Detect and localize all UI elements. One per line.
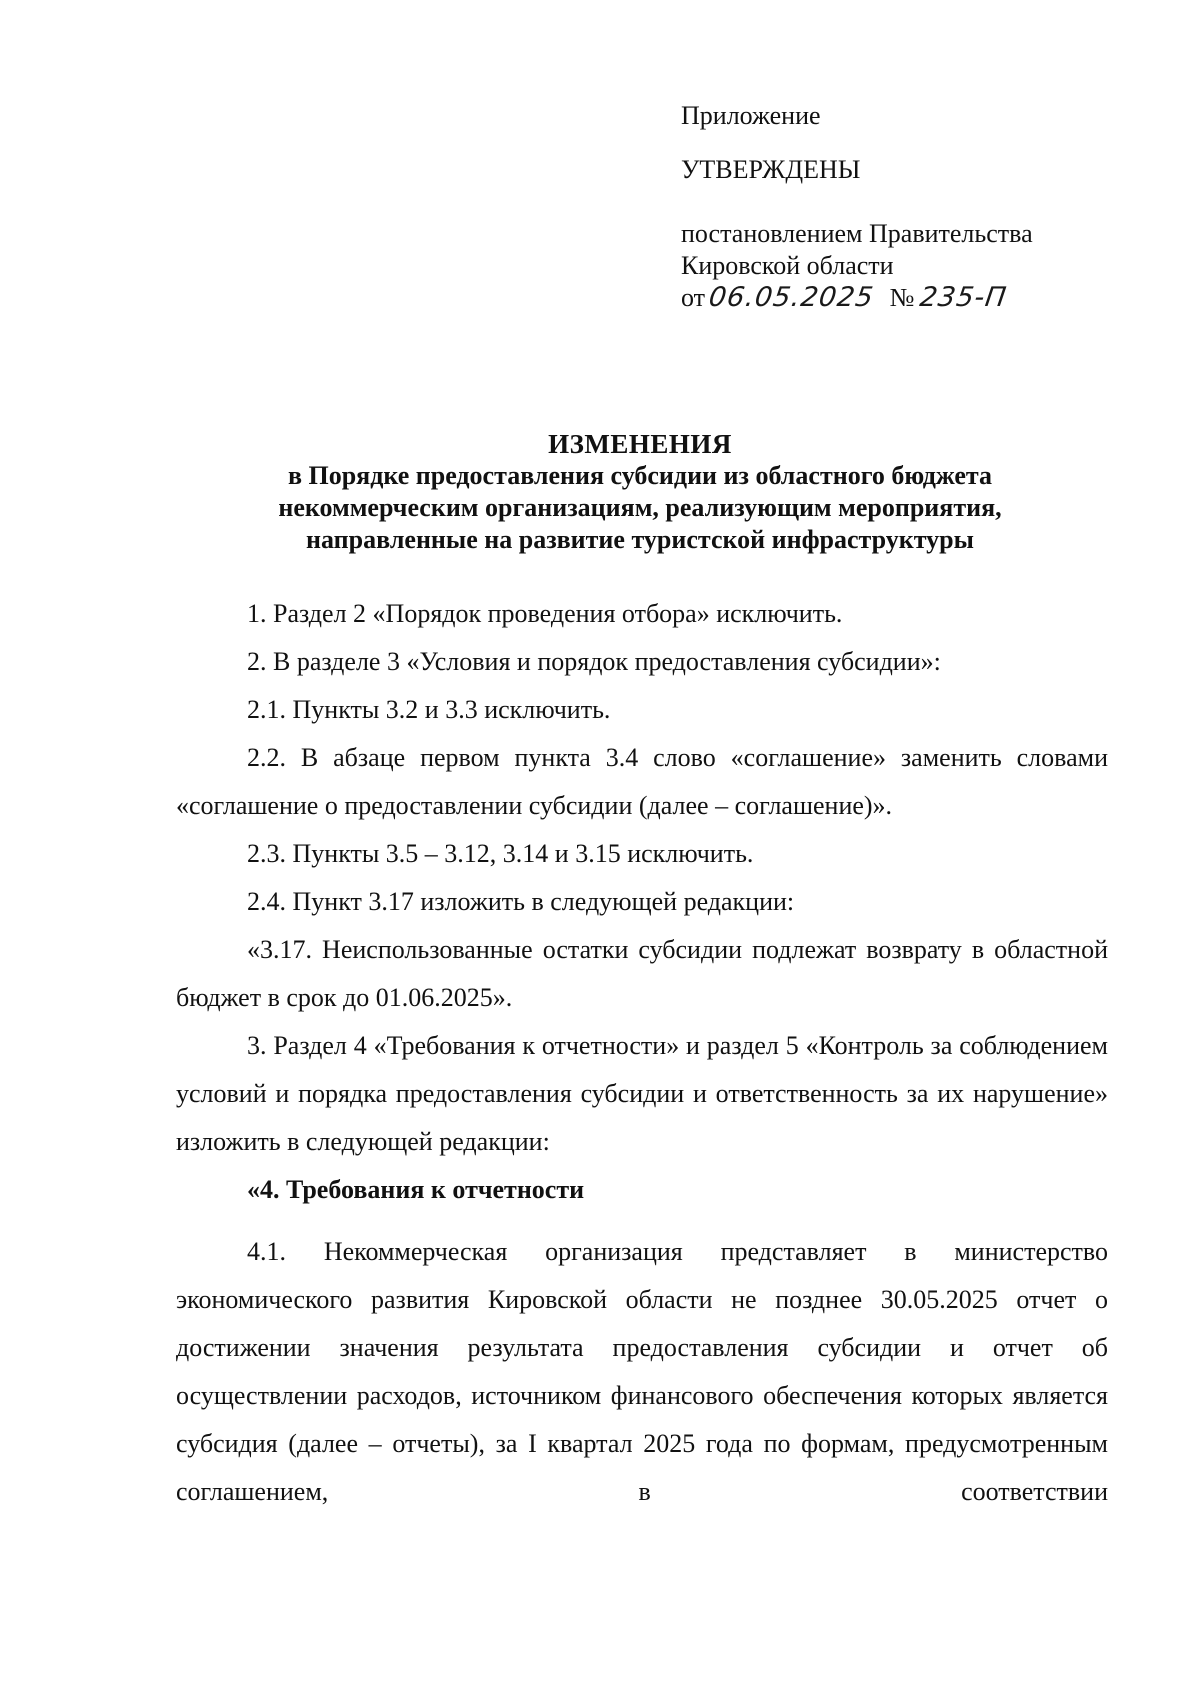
paragraph-2: 2. В разделе 3 «Условия и порядок предоставления субсидии»: <box>247 647 941 676</box>
document-subtitle-line-3: направленные на развитие туристской инфраструктуры <box>306 525 974 554</box>
paragraph-2-1: 2.1. Пункты 3.2 и 3.3 исключить. <box>247 695 611 724</box>
paragraph-2-4-quote: «3.17. Неиспользованные остатки субсидии подлежат возврату в областной бюджет в срок до 01.06.2025». <box>176 935 1108 1012</box>
date-prefix: от <box>681 283 706 312</box>
section-4-heading: «4. Требования к отчетности <box>247 1175 585 1204</box>
document-body <box>176 590 1108 1516</box>
document-title: ИЗМЕНЕНИЯ <box>548 429 732 459</box>
document-subtitle-line-2: некоммерческим организациям, реализующим мероприятия, <box>278 493 1002 522</box>
appendix-label: Приложение <box>681 101 821 130</box>
decree-date-row <box>681 282 1161 314</box>
handwritten-date: 06.05.2025 <box>706 282 876 313</box>
approved-label: УТВЕРЖДЕНЫ <box>681 155 861 184</box>
handwritten-number: 235-П <box>918 282 1010 313</box>
paragraph-2-3: 2.3. Пункты 3.5 – 3.12, 3.14 и 3.15 исключить. <box>247 839 754 868</box>
paragraph-2-2: 2.2. В абзаце первом пункта 3.4 слово «соглашение» заменить словами «соглашение о предоставлении субсидии (далее – соглашение)». <box>176 743 1108 820</box>
paragraph-2-4: 2.4. Пункт 3.17 изложить в следующей редакции: <box>247 887 795 916</box>
approval-block <box>681 100 1161 314</box>
decree-line-2: Кировской области <box>681 251 894 280</box>
paragraph-3: 3. Раздел 4 «Требования к отчетности» и раздел 5 «Контроль за соблюдением условий и порядка предоставления субсидии и ответственность за их нарушение» изложить в следующей редакции: <box>176 1031 1108 1156</box>
paragraph-1: 1. Раздел 2 «Порядок проведения отбора» исключить. <box>247 599 843 628</box>
decree-line-1: постановлением Правительства <box>681 219 1033 248</box>
document-subtitle-line-1: в Порядке предоставления субсидии из областного бюджета <box>287 461 993 490</box>
number-prefix: № <box>889 283 915 312</box>
paragraph-4-1: 4.1. Некоммерческая организация представляет в министерство экономического развития Кировской области не позднее 30.05.2025 отчет о достижении значения результата предоставления субсидии и отчет об осуществлении расходов, источником финансового обеспечения которых является субсидия (далее – отчеты), за I квартал 2025 года по формам, предусмотренным соглашением, в соответствии <box>176 1237 1108 1506</box>
document-title-block <box>170 428 1110 556</box>
